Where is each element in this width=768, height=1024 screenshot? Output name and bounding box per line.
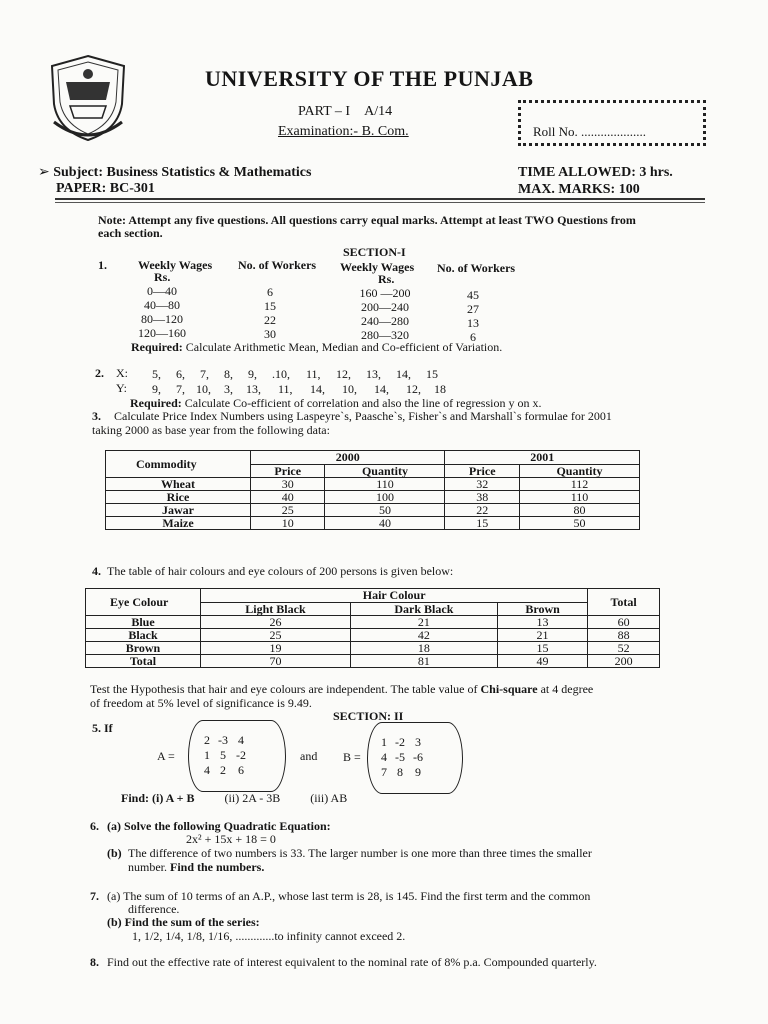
q1-worker-cell: 22	[264, 313, 276, 327]
q6b-text: The difference of two numbers is 33. The larger number is one more than three times the smaller number. Find the numbers.	[128, 846, 592, 874]
university-title: UNIVERSITY OF THE PUNJAB	[205, 66, 534, 91]
q4-cell: 18	[350, 642, 497, 655]
q5-find: Find: (i) A + B (ii) 2A - 3B (iii) AB	[121, 791, 348, 805]
q4-colour-table	[85, 588, 660, 668]
matrix-a-cell: 6	[238, 763, 244, 777]
q3-cell: 15	[445, 517, 519, 530]
q3-cell: 38	[445, 491, 519, 504]
q4-cell: 49	[497, 655, 588, 668]
examination-label: Examination:- B. Com.	[278, 124, 409, 139]
q6a-text: (a) Solve the following Quadratic Equation:	[107, 819, 331, 833]
part-label: PART – I A/14	[298, 104, 393, 119]
q3-number: 3.	[92, 409, 101, 423]
table-row	[106, 517, 640, 530]
q2-number: 2.	[95, 366, 104, 380]
matrix-a-cell: 4	[238, 733, 244, 747]
q1-wage-cell: 160 —200	[359, 286, 411, 300]
q1-wage-cell: 240—280	[361, 314, 409, 328]
section-2-heading: SECTION: II	[333, 709, 404, 723]
q1-worker-cell: 6	[470, 330, 476, 344]
roll-number-box[interactable]	[518, 100, 706, 146]
q4-col-total: Total	[588, 589, 660, 616]
q3-price-table	[105, 450, 640, 530]
q1-wage-cell: 280—320	[361, 328, 409, 342]
q1-header-workers-left: No. of Workers	[238, 258, 317, 272]
q6b-label: (b)	[107, 846, 122, 860]
q4-cell: 88	[588, 629, 660, 642]
header-divider-thin	[55, 202, 705, 203]
matrix-a-cell: -2	[236, 748, 246, 762]
matrix-b-cell: 4	[381, 750, 387, 764]
q3-cell: 32	[445, 478, 519, 491]
q6a-equation: 2x² + 15x + 18 = 0	[186, 832, 276, 846]
q3-col-quantity-2000: Quantity	[325, 464, 445, 478]
q1-wage-cell: 0—40	[147, 284, 177, 298]
q2-x-values: 5, 6, 7, 8, 9, .10, 11, 12, 13, 14, 15	[152, 367, 438, 381]
q4-cell: 13	[497, 616, 588, 629]
q1-wage-cell: 200—240	[361, 300, 409, 314]
q1-wage-cell: 120—160	[138, 326, 186, 340]
matrix-a-cell: -3	[218, 733, 228, 747]
q7a-text: (a) The sum of 10 terms of an A.P., whose last term is 28, is 145. Find the first term and the common	[107, 889, 591, 903]
q7a-text-cont: difference.	[128, 902, 180, 916]
q4-eye-cell: Black	[86, 629, 201, 642]
header-divider	[55, 198, 705, 200]
q4-eye-cell: Total	[86, 655, 201, 668]
q2-required: Required: Calculate Co-efficient of correlation and also the line of regression y on x.	[130, 396, 542, 410]
max-marks: MAX. MARKS: 100	[518, 182, 640, 197]
q1-header-wages-right: Weekly Wages	[340, 260, 415, 274]
q6-number: 6.	[90, 819, 99, 833]
matrix-b	[377, 735, 427, 780]
matrix-b-cell: -5	[395, 750, 405, 764]
q3-commodity-cell: Maize	[106, 517, 251, 530]
q7b-label: (b) Find the sum of the series:	[107, 915, 260, 929]
q3-cell: 10	[251, 517, 325, 530]
section-1-heading: SECTION-I	[343, 245, 406, 259]
q7b-series: 1, 1/2, 1/4, 1/8, 1/16, .............to infinity cannot exceed 2.	[132, 929, 406, 943]
q3-commodity-cell: Jawar	[106, 504, 251, 517]
q4-cell: 70	[201, 655, 351, 668]
q3-cell: 22	[445, 504, 519, 517]
table-row	[106, 478, 640, 491]
exam-note: Note: Attempt any five questions. All questions carry equal marks. Attempt at least TWO Questions from each section.	[98, 213, 636, 240]
matrix-a	[200, 733, 250, 778]
matrix-a-cell: 2	[220, 763, 226, 777]
q1-required: Required: Calculate Arithmetic Mean, Median and Co-efficient of Variation.	[131, 340, 503, 354]
q4-eye-cell: Blue	[86, 616, 201, 629]
matrix-b-label: B =	[343, 750, 361, 764]
q4-cell: 21	[350, 616, 497, 629]
q3-col-price-2000: Price	[251, 464, 325, 478]
q4-cell: 60	[588, 616, 660, 629]
q3-cell: 30	[251, 478, 325, 491]
q4-cell: 52	[588, 642, 660, 655]
q4-col-hair: Hair Colour	[201, 589, 588, 603]
q1-worker-cell: 6	[267, 285, 273, 299]
q8-text: Find out the effective rate of interest equivalent to the nominal rate of 8% p.a. Compounded quarterly.	[107, 955, 597, 969]
q3-text: Calculate Price Index Numbers using Laspeyre`s, Paasche`s, Fisher`s and Marshall`s formulae for 2001 taking 2000 as base year from the following data:	[92, 409, 612, 437]
q2-y-label: Y:	[116, 381, 127, 395]
q1-right-wages	[350, 286, 420, 342]
q2-y-values: 9, 7, 10, 3, 13, 11, 14, 10, 14, 12, 18	[152, 382, 446, 396]
q4-cell: 26	[201, 616, 351, 629]
q4-col-eye: Eye Colour	[86, 589, 201, 616]
subject-line: ➢ Subject: Business Statistics & Mathematics	[38, 165, 312, 180]
q3-cell: 112	[519, 478, 639, 491]
table-row	[86, 616, 660, 629]
university-crest-logo	[44, 52, 132, 144]
matrix-b-cell: 7	[381, 765, 387, 779]
q1-worker-cell: 15	[264, 299, 276, 313]
q3-cell: 50	[519, 517, 639, 530]
roll-number-label: Roll No. ....................	[533, 124, 647, 139]
table-row	[106, 491, 640, 504]
matrix-a-cell: 1	[204, 748, 210, 762]
time-allowed: TIME ALLOWED: 3 hrs.	[518, 165, 673, 180]
q1-worker-cell: 45	[467, 288, 479, 302]
q1-left-workers	[255, 285, 285, 341]
table-row	[106, 504, 640, 517]
q3-commodity-cell: Rice	[106, 491, 251, 504]
q3-cell: 80	[519, 504, 639, 517]
q4-text: The table of hair colours and eye colours of 200 persons is given below:	[107, 564, 454, 578]
table-row	[86, 629, 660, 642]
q4-col-brown: Brown	[497, 602, 588, 616]
q4-cell: 200	[588, 655, 660, 668]
q4-cell: 15	[497, 642, 588, 655]
q1-header-wages-left: Weekly Wages	[138, 258, 213, 272]
q1-worker-cell: 13	[467, 316, 479, 330]
q1-header-rs-left: Rs.	[154, 270, 171, 284]
q1-left-wages	[130, 284, 194, 340]
q3-cell: 100	[325, 491, 445, 504]
q3-commodity-cell: Wheat	[106, 478, 251, 491]
q4-eye-cell: Brown	[86, 642, 201, 655]
matrix-b-cell: 8	[397, 765, 403, 779]
matrix-a-cell: 5	[220, 748, 226, 762]
q3-cell: 110	[325, 478, 445, 491]
q3-col-quantity-2001: Quantity	[519, 464, 639, 478]
table-row	[86, 655, 660, 668]
q1-wage-cell: 40—80	[144, 298, 180, 312]
q7-number: 7.	[90, 889, 99, 903]
q5-number: 5. If	[92, 721, 113, 735]
and-label: and	[300, 749, 318, 763]
q2-x-label: X:	[116, 366, 128, 380]
q3-cell: 110	[519, 491, 639, 504]
q1-number: 1.	[98, 258, 107, 272]
q1-worker-cell: 27	[467, 302, 479, 316]
q1-right-workers	[458, 288, 488, 344]
q4-col-light-black: Light Black	[201, 602, 351, 616]
q3-col-2001: 2001	[445, 451, 640, 465]
q4-hypothesis: Test the Hypothesis that hair and eye colours are independent. The table value of Chi-square at 4 degree of freedom at 5% level of significance is 9.49.	[90, 682, 594, 710]
q4-cell: 25	[201, 629, 351, 642]
paper-code: PAPER: BC-301	[56, 181, 155, 196]
q3-cell: 50	[325, 504, 445, 517]
q4-cell: 19	[201, 642, 351, 655]
q1-worker-cell: 30	[264, 327, 276, 341]
q3-cell: 25	[251, 504, 325, 517]
q1-header-workers-right: No. of Workers	[437, 261, 516, 275]
q4-col-dark-black: Dark Black	[350, 602, 497, 616]
table-row	[86, 642, 660, 655]
matrix-b-cell: -6	[413, 750, 423, 764]
matrix-b-cell: -2	[395, 735, 405, 749]
matrix-a-cell: 4	[204, 763, 210, 777]
q3-col-commodity: Commodity	[106, 451, 251, 478]
q4-cell: 81	[350, 655, 497, 668]
q4-cell: 21	[497, 629, 588, 642]
q3-cell: 40	[325, 517, 445, 530]
q4-cell: 42	[350, 629, 497, 642]
matrix-a-label: A =	[157, 749, 175, 763]
q3-col-2000: 2000	[251, 451, 445, 465]
q1-wage-cell: 80—120	[141, 312, 183, 326]
q1-header-rs-right: Rs.	[378, 272, 395, 286]
q4-number: 4.	[92, 564, 101, 578]
q3-cell: 40	[251, 491, 325, 504]
matrix-b-cell: 9	[415, 765, 421, 779]
q8-number: 8.	[90, 955, 99, 969]
matrix-b-cell: 1	[381, 735, 387, 749]
q3-col-price-2001: Price	[445, 464, 519, 478]
matrix-b-cell: 3	[415, 735, 421, 749]
matrix-a-cell: 2	[204, 733, 210, 747]
